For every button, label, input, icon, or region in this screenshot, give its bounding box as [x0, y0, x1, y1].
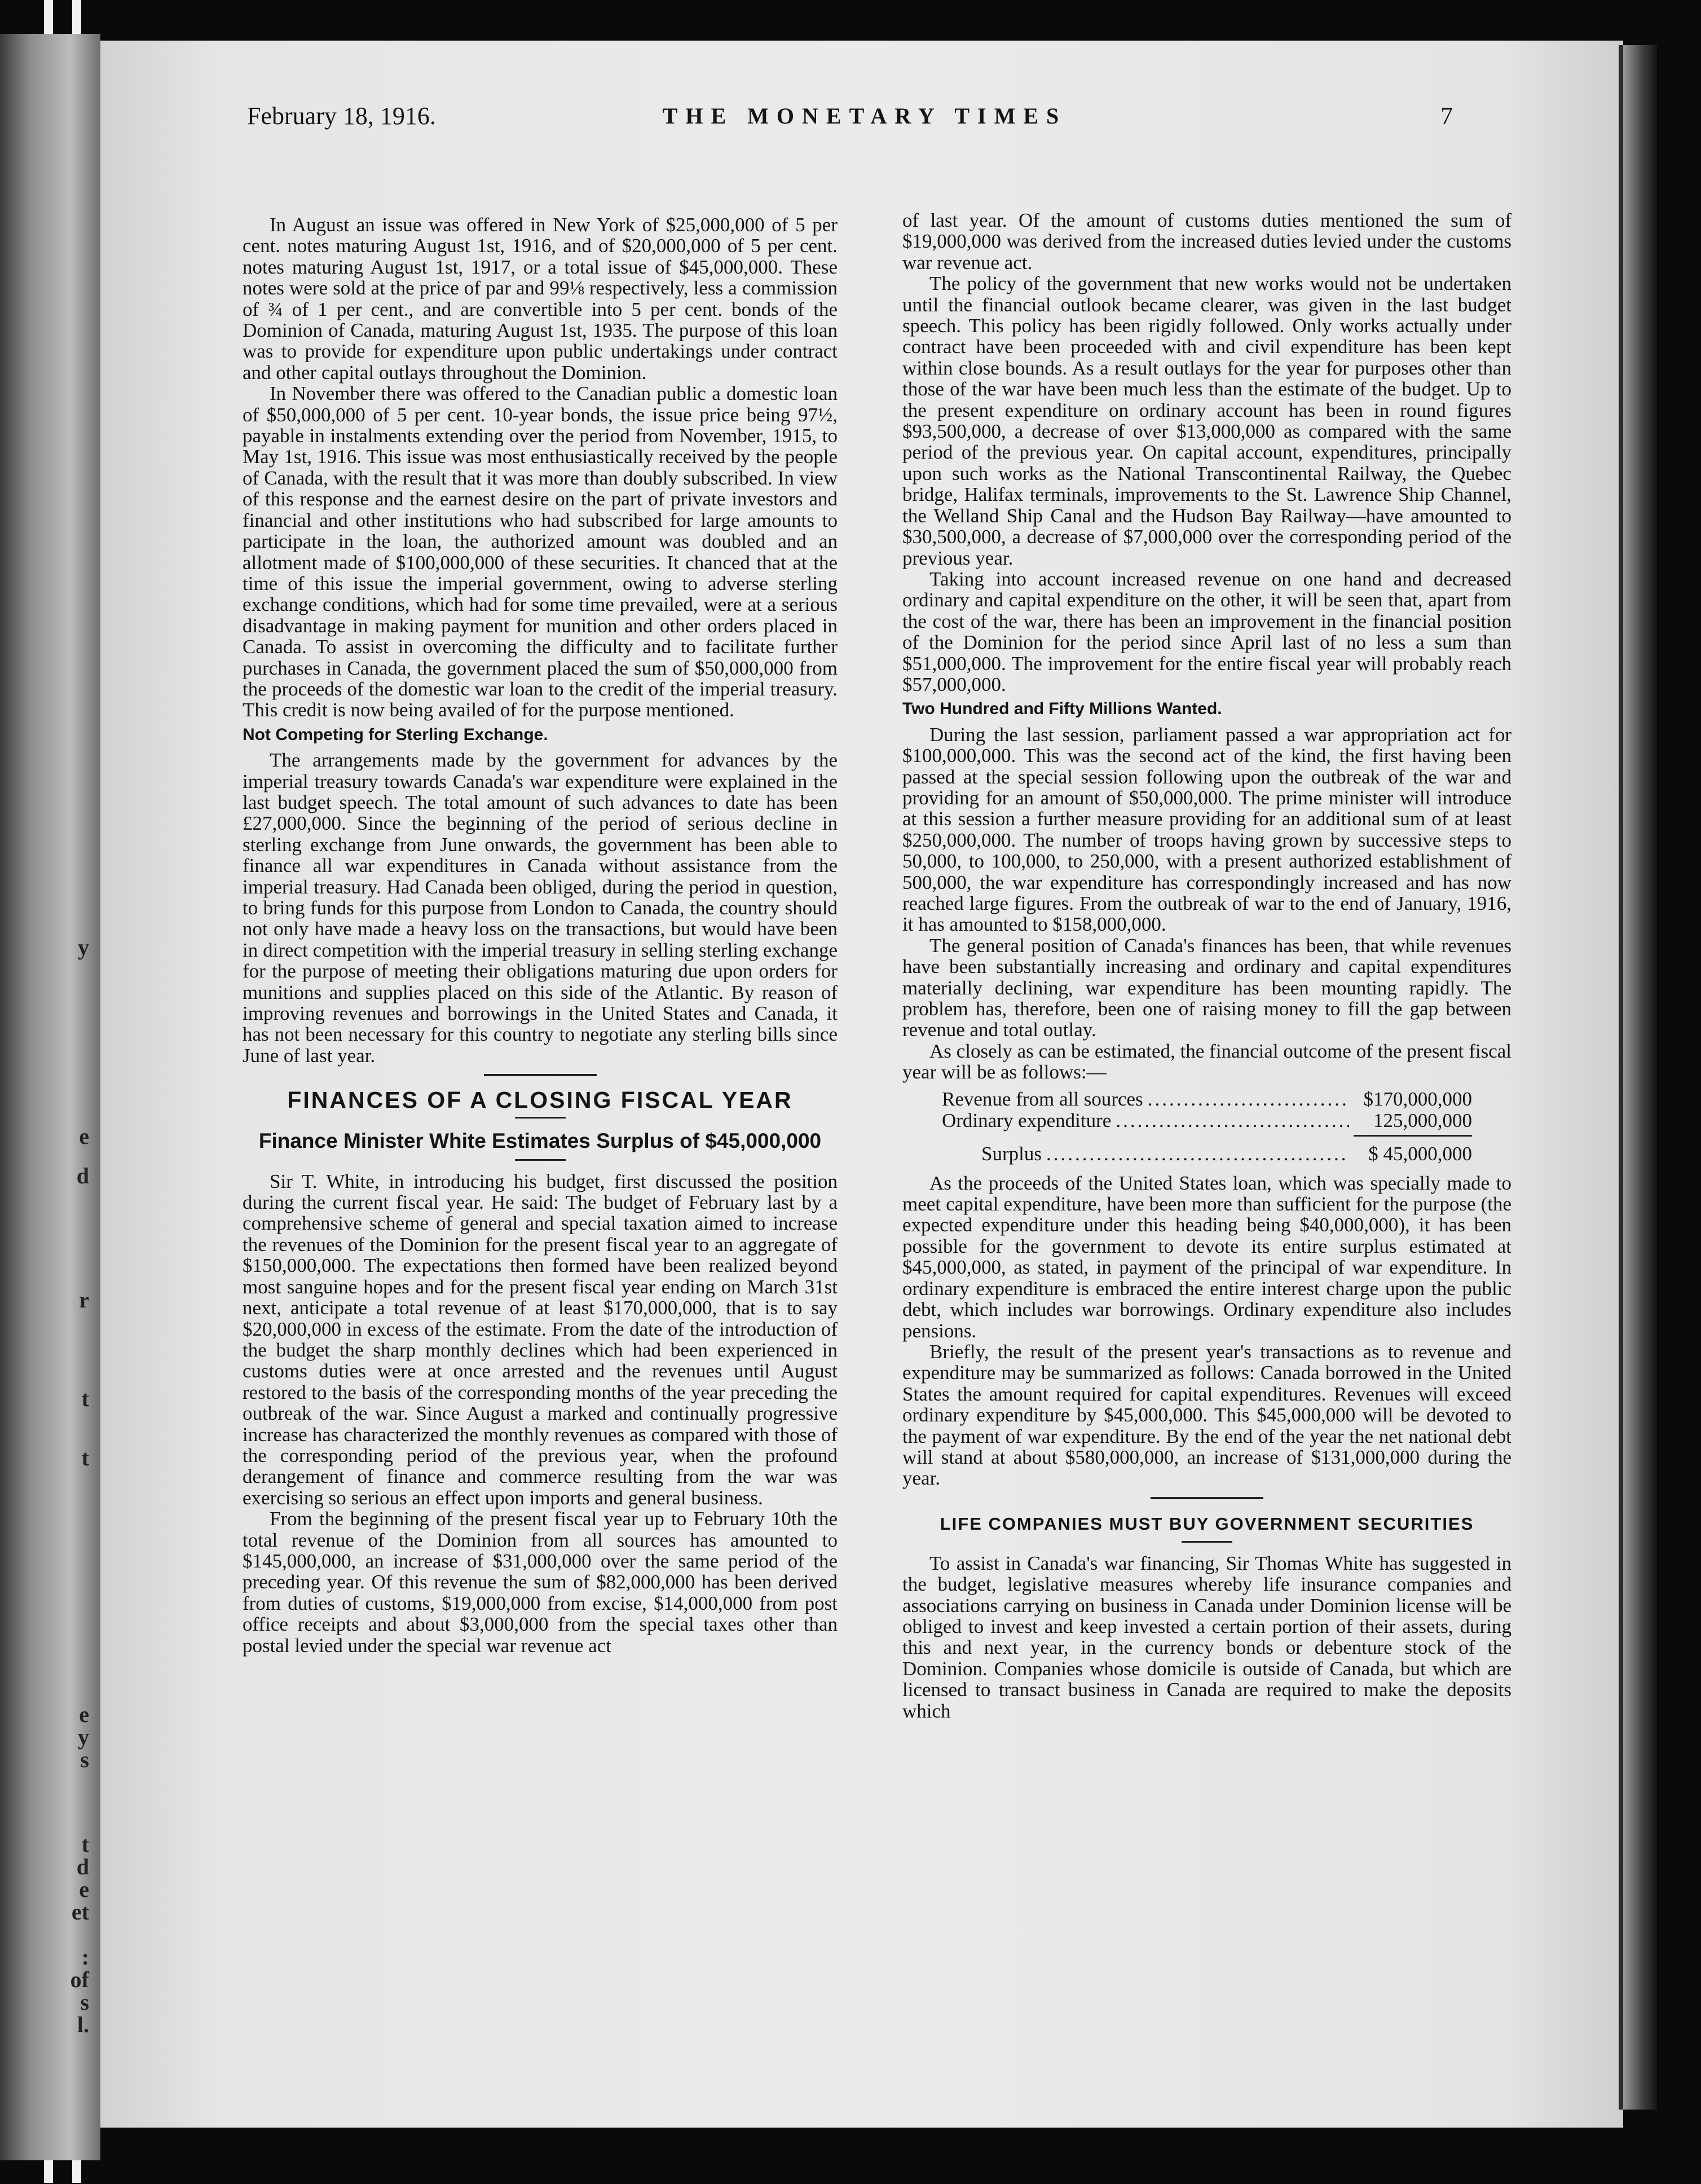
- facing-page-edge: [0, 34, 100, 2160]
- table-row: [942, 1089, 1472, 1110]
- expenditure-label: Ordinary expenditure: [942, 1109, 1112, 1131]
- margin-fragment: e: [79, 1702, 89, 1727]
- page-number: 7: [1440, 102, 1453, 130]
- margin-fragment: y: [78, 935, 89, 960]
- subheading: Not Competing for Sterling Exchange.: [243, 725, 548, 744]
- paragraph: As closely as can be estimated, the financial outcome of the present fiscal year will be as follows:—: [902, 1040, 1511, 1084]
- revenue-amount: $170,000,000: [1363, 1087, 1472, 1110]
- table-row: [942, 1110, 1472, 1131]
- subheading: Two Hundred and Fifty Millions Wanted.: [902, 699, 1222, 719]
- paragraph: The general position of Canada's finances has been, that while revenues have been substantially increasing and ordinary and capital expenditures materially declining, war expenditure has been mounting rapidly. The problem has, therefore, been one of raising money to fill the gap between revenue and total outlay.: [902, 934, 1511, 1041]
- margin-fragment: e: [79, 1877, 89, 1902]
- paragraph: In August an issue was offered in New York of $25,000,000 of 5 per cent. notes maturing August 1st, 1916, and of $20,000,000 of 5 per cent. notes maturing August 1st, 1917, or a total issue of $45,000,000. These notes were sold at the price of par and 99⅛ respectively, less a commission of ¾ of 1 per cent., and are convertible into 5 per cent. bonds of the Dominion of Canada, maturing August 1st, 1935. The purpose of this loan was to provide for expenditure upon public undertakings under contract and other capital outlays throughout the Dominion.: [243, 214, 838, 384]
- margin-fragment: y: [78, 1724, 89, 1750]
- margin-fragment: t: [81, 1831, 89, 1857]
- paragraph: Briefly, the result of the present year's transactions as to revenue and expenditure may be summarized as follows: Canada borrowed in the United States the amount required for capital expenditures. Revenues will exceed ordinary expenditure by $45,000,000. This $45,000,000 will be devoted to the payment of war expenditure. By the end of the year the net national debt will stand at about $580,000,000, an increase of $131,000,000 during the year.: [902, 1340, 1511, 1490]
- paragraph: From the beginning of the present fiscal year up to February 10th the total revenue of the Dominion from all sources has amounted to $145,000,000, an increase of $31,000,000 over the same period of the preceding year. Of this revenue the sum of $82,000,000 has been derived from duties of customs, $19,000,000 from excise, $14,000,000 from post office receipts and about $3,000,000 from the special taxes other than postal levied under the special war revenue act: [243, 1508, 838, 1657]
- title-divider: [515, 1117, 566, 1119]
- right-column: [902, 210, 1511, 1721]
- margin-fragment: d: [76, 1163, 89, 1188]
- article-title: FINANCES OF A CLOSING FISCAL YEAR: [287, 1087, 793, 1113]
- article-title: LIFE COMPANIES MUST BUY GOVERNMENT SECURITIES: [940, 1513, 1474, 1534]
- margin-fragment: r: [79, 1287, 89, 1313]
- margin-fragment: s: [80, 1989, 89, 2015]
- margin-fragment: of: [70, 1967, 89, 1992]
- surplus-amount: $ 45,000,000: [1368, 1142, 1472, 1165]
- revenue-label: Revenue from all sources: [942, 1087, 1143, 1110]
- page-header: [141, 102, 1588, 147]
- left-column: [243, 214, 838, 1656]
- margin-fragment: et: [71, 1899, 89, 1925]
- leader-dots: [1046, 1143, 1349, 1164]
- margin-fragment: l.: [77, 2012, 89, 2037]
- page-shadow: [1623, 45, 1657, 2110]
- paragraph: The policy of the government that new works would not be undertaken until the financial outlook became clearer, was given in the last budget speech. This policy has been rigidly followed. Only works actually under contract have been proceeded with and civil expenditure has been kept within close bounds. As a result outlays for the year for purposes other than those of the war have been much less than the estimate of the budget. Up to the present expenditure on ordinary account has been in round figures $93,500,000, a decrease of over $13,000,000 as compared with the same period of the previous year. On capital account, expenditures, principally upon such works as the National Transcontinental Railway, the Quebec bridge, Halifax terminals, improvements to the St. Lawrence Ship Channel, the Welland Ship Canal and the Hudson Bay Railway—have amounted to $30,500,000, a decrease of $7,000,000 over the corresponding period of the previous year.: [902, 272, 1511, 569]
- title-divider: [1182, 1541, 1232, 1543]
- fiscal-outcome-table: [942, 1089, 1472, 1165]
- leader-dots: [1148, 1089, 1349, 1109]
- margin-fragment: s: [80, 1747, 89, 1772]
- margin-fragment: e: [79, 1124, 89, 1149]
- paragraph: As the proceeds of the United States loan, which was specially made to meet capital expenditure, have been more than sufficient for the purpose (the expected expenditure under this heading being $40,000,000), it has been possible for the government to devote its entire surplus estimated at $45,000,000, as stated, in payment of the principal of war expenditure. In ordinary expenditure is embraced the entire interest charge upon the public debt, which includes war borrowings. Ordinary expenditure also includes pensions.: [902, 1172, 1511, 1342]
- paragraph: The arrangements made by the government for advances by the imperial treasury towards Canada's war expenditure were explained in the last budget speech. The total amount of such advances to date has been £27,000,000. Since the beginning of the period of serious decline in sterling exchange from June onwards, the government has been able to finance all war expenditures in Canada without assistance from the imperial treasury. Had Canada been obliged, during the period in question, to bring funds for this purpose from London to Canada, the country should not only have made a heavy loss on the transactions, but would have been in direct competition with the imperial treasury in selling sterling exchange for the purpose of meeting their obligations maturing due upon orders for munitions and supplies placed on this side of the Atlantic. By reason of improving revenues and borrowings in the United States and Canada, it has not been necessary for this country to negotiate any sterling bills since June of last year.: [243, 749, 838, 1067]
- section-divider: [484, 1074, 597, 1076]
- article-subtitle: Finance Minister White Estimates Surplus of $45,000,000: [258, 1129, 822, 1152]
- margin-fragment: :: [81, 1944, 89, 1970]
- sum-rule: [1354, 1135, 1472, 1137]
- expenditure-amount: 125,000,000: [1373, 1109, 1472, 1131]
- margin-fragment: d: [76, 1854, 89, 1879]
- paragraph: Taking into account increased revenue on one hand and decreased ordinary and capital expenditure on the other, it will be seen that, apart from the cost of the war, there has been an improvement in the financial position of the Dominion for the period since April last of no less a sum than $51,000,000. The improvement for the entire fiscal year will probably reach $57,000,000.: [902, 567, 1511, 695]
- paragraph: To assist in Canada's war financing, Sir Thomas White has suggested in the budget, legislative measures whereby life insurance companies and associations carrying on business in Canada under Dominion license will be obliged to invest and keep invested a certain portion of their assets, during this and next year, in the currency bonds or debenture stock of the Dominion. Companies whose domicile is outside of Canada, but which are licensed to transact business in Canada are required to make the deposits which: [902, 1552, 1511, 1722]
- facing-page-fragments: [8, 34, 92, 2160]
- publication-title: THE MONETARY TIMES: [662, 103, 1067, 129]
- margin-fragment: t: [81, 1386, 89, 1411]
- margin-fragment: t: [81, 1445, 89, 1470]
- leader-dots: [1116, 1110, 1349, 1131]
- header-date: February 18, 1916.: [247, 102, 436, 130]
- paragraph: In November there was offered to the Canadian public a domestic loan of $50,000,000 of 5 per cent. 10-year bonds, the issue price being 97½, payable in instalments extending over the period from November, 1915, to May 1st, 1916. This issue was most enthusiastically received by the people of Canada, with the result that it was more than doubly subscribed. In view of this response and the earnest desire on the part of private investors and financial and other institutions who had subscribed for large amounts to participate in the loan, the authorized amount was doubled and an allotment made of $100,000,000 of these securities. It chanced that at the time of this issue the imperial government, owing to adverse sterling exchange conditions, which had for some time prevailed, were at a serious disadvantage in making payment for munition and other orders placed in Canada. To assist in overcoming the difficulty and to facilitate further purchases in Canada, the government placed the sum of $50,000,000 from the proceeds of the domestic war loan to the credit of the imperial treasury. This credit is now being availed of for the purpose mentioned.: [243, 382, 838, 721]
- section-divider: [1151, 1497, 1263, 1499]
- table-row: [942, 1143, 1472, 1165]
- surplus-label: Surplus: [981, 1142, 1042, 1165]
- paragraph: During the last session, parliament passed a war appropriation act for $100,000,000. This was the second act of the kind, the first having been passed at the special session following upon the outbreak of the war and providing for an amount of $50,000,000. The prime minister will introduce at this session a further measure providing for an additional sum of at least $250,000,000. The number of troops having grown by successive steps to 50,000, to 100,000, to 250,000, with a present authorized establishment of 500,000, the war expenditure has correspondingly increased and has now reached large figures. From the outbreak of war to the end of January, 1916, it has amounted to $158,000,000.: [902, 723, 1511, 936]
- paragraph: of last year. Of the amount of customs duties mentioned the sum of $19,000,000 was derived from the increased duties levied under the customs war revenue act.: [902, 209, 1511, 274]
- title-divider: [515, 1159, 566, 1161]
- paragraph: Sir T. White, in introducing his budget, first discussed the position during the current fiscal year. He said: The budget of February last by a comprehensive scheme of general and special taxation aimed to increase the revenues of the Dominion for the present fiscal year to an aggregate of $150,000,000. The expectations then formed have been realized beyond most sanguine hopes and for the present fiscal year ending on March 31st next, anticipate a total revenue of at least $170,000,000, that is to say $20,000,000 in excess of the estimate. From the date of the introduction of the budget the sharp monthly declines which had been experienced in customs duties were at once arrested and the revenues until August restored to the basis of the corresponding months of the year preceding the outbreak of the war. Since August a marked and continually progressive increase has characterized the monthly revenues as compared with those of the corresponding period of the previous year, when the profound derangement of finance and commerce resulting from the war was exercising so serious an effect upon imports and general business.: [243, 1170, 838, 1509]
